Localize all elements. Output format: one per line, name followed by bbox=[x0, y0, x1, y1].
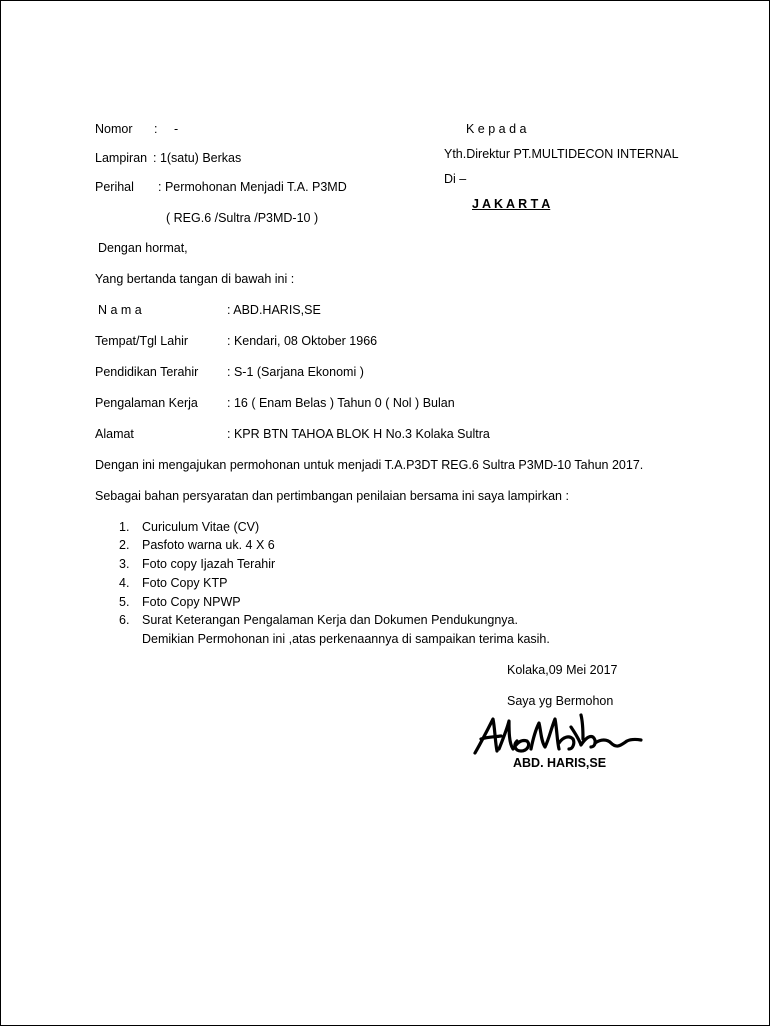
applicant-label: Saya yg Bermohon bbox=[507, 694, 614, 708]
field-value-experience: : 16 ( Enam Belas ) Tahun 0 ( Nol ) Bulan bbox=[227, 396, 455, 410]
attachment-item: Foto Copy NPWP bbox=[142, 595, 241, 609]
attachment-number: 6. bbox=[119, 613, 130, 627]
attachment-number: 5. bbox=[119, 595, 130, 609]
lampiran-label: Lampiran bbox=[95, 151, 148, 165]
place-date: Kolaka,09 Mei 2017 bbox=[507, 663, 618, 677]
signatory-name: ABD. HARIS,SE bbox=[513, 756, 607, 770]
nomor-separator: : bbox=[154, 122, 158, 136]
attachment-number: 2. bbox=[119, 538, 130, 552]
intro-text: Yang bertanda tangan di bawah ini : bbox=[95, 272, 295, 286]
field-value-address: : KPR BTN TAHOA BLOK H No.3 Kolaka Sultra bbox=[227, 427, 490, 441]
recipient-kepada: K e p a d a bbox=[466, 122, 527, 136]
lampiran-value: : 1(satu) Berkas bbox=[153, 151, 242, 165]
closing-text: Demikian Permohonan ini ,atas perkenaannya di sampaikan terima kasih. bbox=[142, 632, 550, 646]
field-value-education: : S-1 (Sarjana Ekonomi ) bbox=[227, 365, 364, 379]
field-label-experience: Pengalaman Kerja bbox=[95, 396, 198, 410]
signature-image bbox=[471, 709, 646, 759]
attachment-item: Foto copy Ijazah Terahir bbox=[142, 557, 276, 571]
field-label-birth: Tempat/Tgl Lahir bbox=[95, 334, 189, 348]
perihal-continuation: ( REG.6 /Sultra /P3MD-10 ) bbox=[166, 211, 319, 225]
field-label-education: Pendidikan Terahir bbox=[95, 365, 199, 379]
recipient-city: J A K A R T A bbox=[472, 197, 551, 211]
greeting: Dengan hormat, bbox=[98, 241, 188, 255]
attachment-item: Pasfoto warna uk. 4 X 6 bbox=[142, 538, 275, 552]
nomor-label: Nomor bbox=[95, 122, 133, 136]
attachment-item: Curiculum Vitae (CV) bbox=[142, 520, 260, 534]
attachment-number: 4. bbox=[119, 576, 130, 590]
field-label-address: Alamat bbox=[95, 427, 134, 441]
attachments-intro: Sebagai bahan persyaratan dan pertimbangan penilaian bersama ini saya lampirkan : bbox=[95, 489, 569, 503]
perihal-label: Perihal bbox=[95, 180, 134, 194]
attachment-number: 3. bbox=[119, 557, 130, 571]
request-text: Dengan ini mengajukan permohonan untuk menjadi T.A.P3DT REG.6 Sultra P3MD-10 Tahun 2017. bbox=[95, 458, 644, 472]
field-label-nama: N a m a bbox=[98, 303, 142, 317]
attachment-number: 1. bbox=[119, 520, 130, 534]
field-value-nama: : ABD.HARIS,SE bbox=[227, 303, 321, 317]
field-value-birth: : Kendari, 08 Oktober 1966 bbox=[227, 334, 378, 348]
nomor-value: - bbox=[174, 122, 179, 136]
attachment-item: Foto Copy KTP bbox=[142, 576, 228, 590]
recipient-line2: Di – bbox=[444, 172, 467, 186]
recipient-line1: Yth.Direktur PT.MULTIDECON INTERNAL bbox=[444, 147, 679, 161]
attachment-item: Surat Keterangan Pengalaman Kerja dan Dokumen Pendukungnya. bbox=[142, 613, 518, 627]
perihal-value: : Permohonan Menjadi T.A. P3MD bbox=[158, 180, 347, 194]
